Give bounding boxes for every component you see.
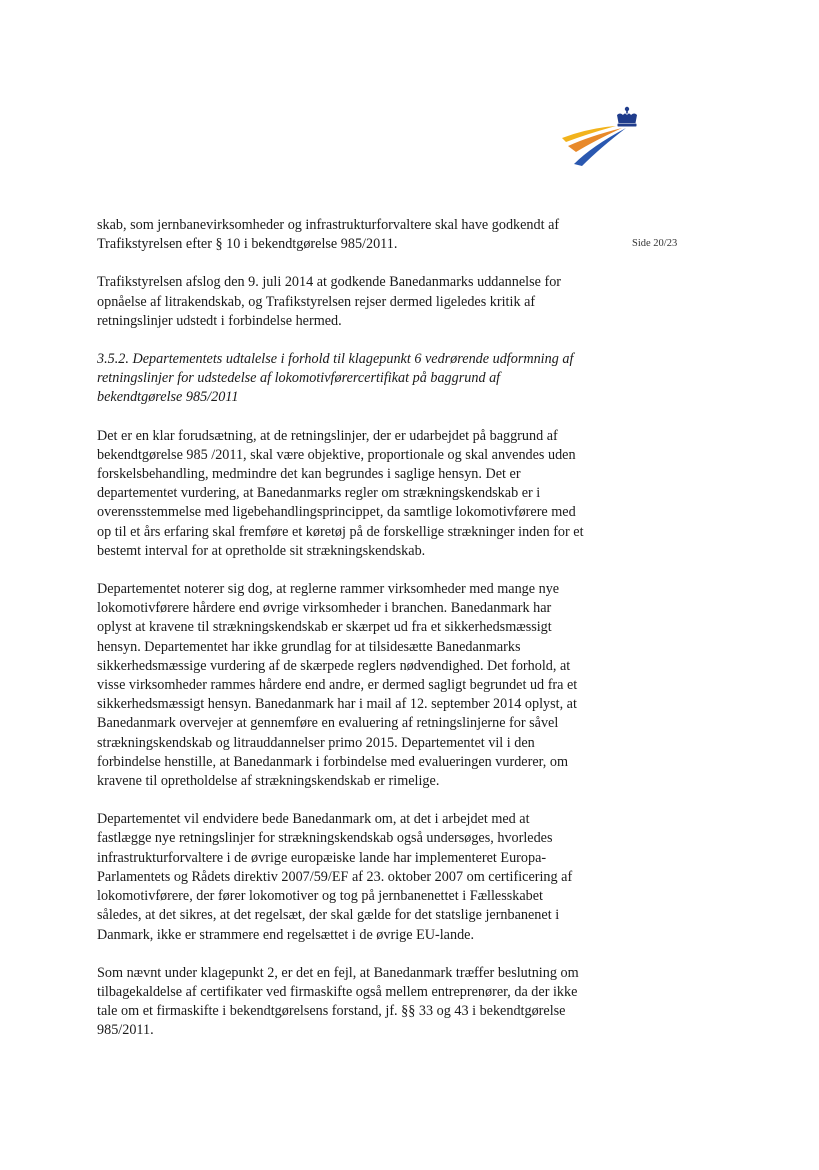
section-heading: 3.5.2. Departementets udtalelse i forhold til klagepunkt 6 vedrørende udformning af retningslinjer for udstedelse af lokomotivførercertifikat på baggrund af bekendtgørelse 985/2011 (97, 351, 574, 406)
paragraph-note: Departementet noterer sig dog, at reglerne rammer virksomheder med mange nye lokomotivførere hårdere end øvrige virksomheder i branchen. Banedanmark har oplyst at kravene til strækningskendskab er skærpet ud fra et sikkerhedsmæssigt hensyn. Departementet har ikke grundlag for at tilsidesætte Banedanmarks sikkerhedsmæssige vurdering af de skærpede reglers nødvendighed. Det forhold, at visse virksomheder rammes hårdere end andre, er dermed sagligt begrundet ud fra et sikkerhedsmæssigt hensyn. Banedanmark har i mail af 12. september 2014 oplyst, at Banedanmark overvejer at gennemføre en evaluering af retningslinjerne for såvel strækningskendskab og litrauddannelser primo 2015. Departementet vil i den forbindelse henstille, at Banedanmark i forbindelse med evalueringen vurderer, om kravene til opretholdelse af strækningskendskab er rimelige. (97, 581, 578, 790)
crown-swoosh-logo (560, 106, 644, 168)
paragraph-continuation: skab, som jernbanevirksomheder og infrastrukturforvaltere skal have godkendt af Trafikstyrelsen efter § 10 i bekendtgørelse 985/2011. (97, 217, 560, 253)
page-number: Side 20/23 (632, 238, 678, 249)
paragraph-error: Som nævnt under klagepunkt 2, er det en fejl, at Banedanmark træffer beslutning om tilbagekaldelse af certifikater ved firmaskifte også mellem entreprenører, da der ikke tale om et firmaskifte i bekendtgørelsens forstand, jf. §§ 33 og 43 i bekendtgørelse 985/2011. (97, 964, 579, 1039)
paragraph-assessment: Det er en klar forudsætning, at de retningslinjer, der er udarbejdet på baggrund af bekendtgørelse 985 /2011, skal være objektive, proportionale og skal anvendes uden forskelsbehandling, medmindre det kan begrundes i saglige hensyn. Det er departementet vurdering, at Banedanmarks regler om strækningskendskab er i overensstemmelse med ligebehandlingsprincippet, da samtlige lokomotivførere med op til et års erfaring skal fremføre et køretøj på de forskellige strækninger inden for et bestemt interval for at opretholde sit strækningskendskab. (97, 427, 584, 559)
paragraph-refusal: Trafikstyrelsen afslog den 9. juli 2014 at godkende Banedanmarks uddannelse for opnåelse af litrakendskab, og Trafikstyrelsen rejser dermed ligeledes kritik af retningslinjer udstedt i forbindelse hermed. (97, 274, 562, 329)
crown-icon (617, 107, 637, 127)
paragraph-request: Departementet vil endvidere bede Banedanmark om, at det i arbejdet med at fastlægge nye retningslinjer for strækningskendskab også undersøges, hvorledes infrastrukturforvaltere i de øvrige europæiske lande har implementeret Europa-Parlamentets og Rådets direktiv 2007/59/EF af 23. oktober 2007 om certificering af lokomotivførere, der fører lokomotiver og tog på jernbanenettet i Fællesskabet således, at det sikres, at det regelsæt, der skal gælde for det statslige jernbanenet i Danmark, ikke er strammere end regelsættet i de øvrige EU-lande. (97, 811, 573, 943)
document-body (97, 216, 587, 1060)
